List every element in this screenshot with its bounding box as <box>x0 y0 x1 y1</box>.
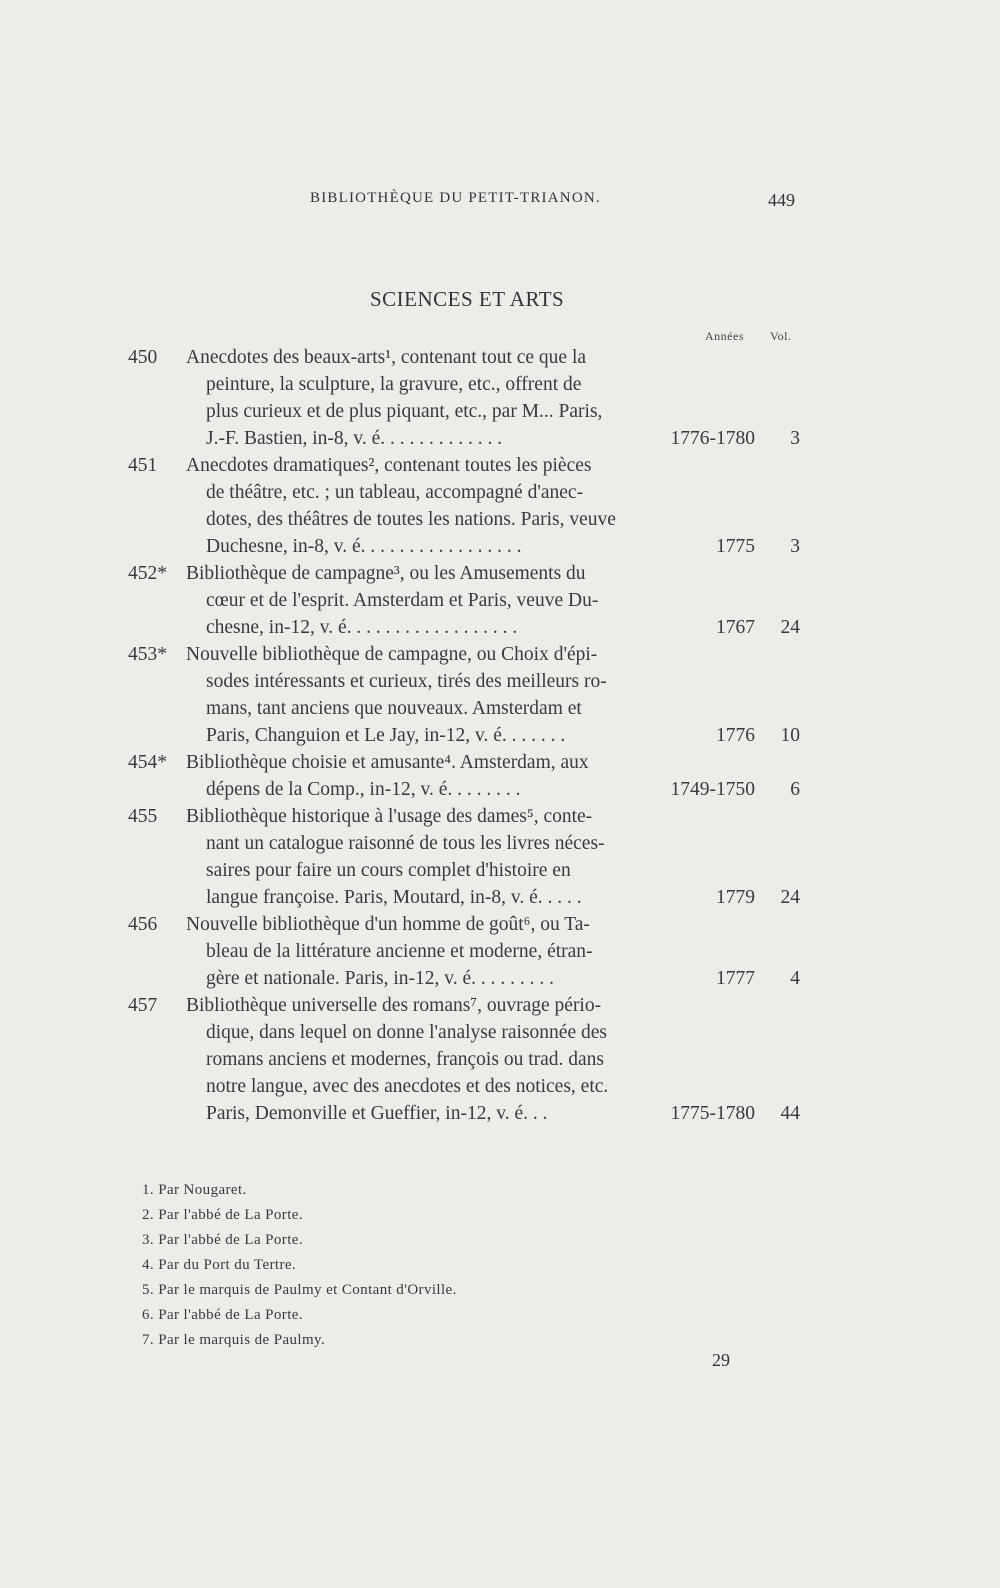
entry-volumes: 4 <box>790 968 800 989</box>
entry-text: dépens de la Comp., in-12, v. é. . . . . . . . <box>206 779 521 800</box>
entry-line <box>0 533 1000 560</box>
entry-line <box>0 344 1000 371</box>
entry-line <box>0 668 1000 695</box>
entry-text: Anecdotes dramatiques², contenant toutes les pièces <box>186 455 592 476</box>
entry-line <box>0 425 1000 452</box>
entry-line <box>0 776 1000 803</box>
catalogue-entry <box>0 992 1000 1127</box>
entry-number: 452* <box>128 563 167 584</box>
footnotes <box>142 1178 457 1353</box>
entry-years: 1776 <box>716 725 755 746</box>
entry-line <box>0 749 1000 776</box>
entry-line <box>0 1046 1000 1073</box>
footnote: 2. Par l'abbé de La Porte. <box>142 1207 303 1223</box>
entry-text: J.-F. Bastien, in-8, v. é. . . . . . . . . . . . . <box>206 428 503 449</box>
entry-volumes: 3 <box>790 428 800 449</box>
entry-line <box>0 371 1000 398</box>
entry-text: sodes intéressants et curieux, tirés des meilleurs ro- <box>206 671 607 692</box>
entry-number: 451 <box>128 455 158 476</box>
entry-line <box>0 803 1000 830</box>
catalogue-entry <box>0 749 1000 803</box>
entry-text: Nouvelle bibliothèque de campagne, ou Choix d'épi- <box>186 644 598 665</box>
entry-line <box>0 911 1000 938</box>
entry-line <box>0 452 1000 479</box>
column-header-vol: Vol. <box>770 329 792 343</box>
page-number: 449 <box>768 190 795 210</box>
footnote: 6. Par l'abbé de La Porte. <box>142 1307 303 1323</box>
entry-line <box>0 398 1000 425</box>
catalogue-entry <box>0 560 1000 641</box>
entry-text: romans anciens et modernes, françois ou trad. dans <box>206 1049 604 1070</box>
entry-line <box>0 614 1000 641</box>
entry-line <box>0 695 1000 722</box>
entry-line <box>0 641 1000 668</box>
entry-line <box>0 1100 1000 1127</box>
entry-text: bleau de la littérature ancienne et moderne, étran- <box>206 941 593 962</box>
entry-text: Bibliothèque choisie et amusante⁴. Amsterdam, aux <box>186 752 589 773</box>
entry-text: Paris, Demonville et Gueffier, in-12, v. é. . . <box>206 1103 548 1124</box>
entry-line <box>0 830 1000 857</box>
entry-volumes: 3 <box>790 536 800 557</box>
entry-text: Anecdotes des beaux-arts¹, contenant tout ce que la <box>186 347 587 368</box>
column-header-years: Années <box>705 329 744 343</box>
entry-text: de théâtre, etc. ; un tableau, accompagné d'anec- <box>206 482 584 503</box>
entry-text: Bibliothèque universelle des romans⁷, ouvrage pério- <box>186 995 602 1016</box>
entry-years: 1779 <box>716 887 755 908</box>
entry-line <box>0 1019 1000 1046</box>
catalogue-entry <box>0 911 1000 992</box>
footnote: 4. Par du Port du Tertre. <box>142 1257 297 1273</box>
entry-text: dotes, des théâtres de toutes les nations. Paris, veuve <box>206 509 616 530</box>
entry-number: 456 <box>128 914 158 935</box>
entry-number: 450 <box>128 347 158 368</box>
signature-mark: 29 <box>712 1350 730 1370</box>
entry-years: 1775 <box>716 536 755 557</box>
entry-text: notre langue, avec des anecdotes et des notices, etc. <box>206 1076 609 1097</box>
entry-text: Bibliothèque de campagne³, ou les Amusements du <box>186 563 586 584</box>
entry-line <box>0 722 1000 749</box>
footnote: 5. Par le marquis de Paulmy et Contant d'Orville. <box>142 1282 457 1298</box>
entry-text: chesne, in-12, v. é. . . . . . . . . . . . . . . . . . <box>206 617 518 638</box>
entry-line <box>0 587 1000 614</box>
entry-volumes: 24 <box>780 617 800 638</box>
footnote: 7. Par le marquis de Paulmy. <box>142 1332 326 1348</box>
entry-text: Bibliothèque historique à l'usage des dames⁵, conte- <box>186 806 593 827</box>
entry-text: langue françoise. Paris, Moutard, in-8, v. é. . . . . <box>206 887 582 908</box>
entry-number: 457 <box>128 995 158 1016</box>
entry-line <box>0 965 1000 992</box>
entry-volumes: 44 <box>780 1103 800 1124</box>
catalogue-entries <box>0 344 1000 1127</box>
entry-text: peinture, la sculpture, la gravure, etc., offrent de <box>206 374 582 395</box>
footnote: 3. Par l'abbé de La Porte. <box>142 1232 303 1248</box>
entry-text: mans, tant anciens que nouveaux. Amsterdam et <box>206 698 582 719</box>
entry-line <box>0 884 1000 911</box>
entry-text: nant un catalogue raisonné de tous les livres néces- <box>206 833 605 854</box>
entry-years: 1767 <box>716 617 755 638</box>
section-title: SCIENCES ET ARTS <box>370 287 565 311</box>
entry-line <box>0 560 1000 587</box>
entry-volumes: 6 <box>790 779 800 800</box>
running-title: BIBLIOTHÈQUE DU PETIT-TRIANON. <box>310 190 601 206</box>
entry-text: dique, dans lequel on donne l'analyse raisonnée des <box>206 1022 607 1043</box>
catalogue-entry <box>0 803 1000 911</box>
entry-number: 453* <box>128 644 167 665</box>
catalogue-entry <box>0 452 1000 560</box>
entry-number: 455 <box>128 806 158 827</box>
entry-line <box>0 857 1000 884</box>
footnote: 1. Par Nougaret. <box>142 1182 247 1198</box>
entry-years: 1749-1750 <box>670 779 755 800</box>
entry-text: Nouvelle bibliothèque d'un homme de goût⁶, ou Ta- <box>186 914 590 935</box>
entry-line <box>0 479 1000 506</box>
entry-text: Duchesne, in-8, v. é. . . . . . . . . . . . . . . . . <box>206 536 522 557</box>
catalogue-entry <box>0 641 1000 749</box>
entry-number: 454* <box>128 752 167 773</box>
entry-text: Paris, Changuion et Le Jay, in-12, v. é. . . . . . . <box>206 725 566 746</box>
entry-line <box>0 992 1000 1019</box>
entry-line <box>0 938 1000 965</box>
entry-line <box>0 1073 1000 1100</box>
entry-years: 1775-1780 <box>670 1103 755 1124</box>
entry-volumes: 10 <box>780 725 800 746</box>
entry-text: gère et nationale. Paris, in-12, v. é. . . . . . . . . <box>206 968 555 989</box>
entry-text: plus curieux et de plus piquant, etc., par M... Paris, <box>206 401 603 422</box>
entry-volumes: 24 <box>780 887 800 908</box>
catalogue-entry <box>0 344 1000 452</box>
entry-years: 1776-1780 <box>670 428 755 449</box>
entry-line <box>0 506 1000 533</box>
entry-years: 1777 <box>716 968 755 989</box>
entry-text: cœur et de l'esprit. Amsterdam et Paris, veuve Du- <box>206 590 599 611</box>
entry-text: saires pour faire un cours complet d'histoire en <box>206 860 571 881</box>
